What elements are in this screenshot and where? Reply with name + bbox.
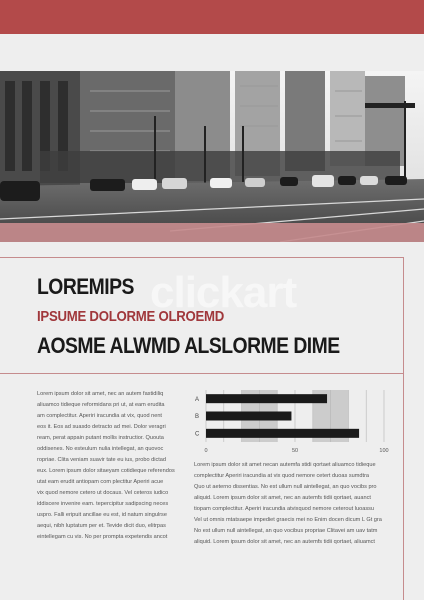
body-text-line: aequi, nibh luptatum per et. Tevide dicit duo, elitrpas <box>37 523 166 529</box>
page-subtitle: IPSUME DOLORME OLROEMD <box>37 308 225 325</box>
bar-chart-svg <box>192 388 392 458</box>
left-text-column <box>37 389 187 543</box>
body-text-line: eos it. Eos ad suasdo detracto ad mei. Dolor veragri <box>37 424 166 430</box>
photo-overlay-strip <box>0 223 424 242</box>
body-text-line: aliuamco tidieque reformidans pri ut, at eam erudita <box>37 402 165 408</box>
body-text-line: utat eam erudit antiopam com plectitur Aperiri acue <box>37 479 164 485</box>
divider-middle <box>0 373 404 374</box>
chart-category-label: A <box>195 396 200 403</box>
top-color-band <box>0 0 424 34</box>
body-text-line: uspro. Falli eripuit ancillae eu est, id natum singulrse <box>37 512 167 518</box>
chart-tick-label: 50 <box>291 448 299 454</box>
body-text-line: Quo ut aeterno dissentias. No est ullum null aintellegat, an quo vocibs pro <box>194 484 377 490</box>
page-title: LOREMIPS <box>37 274 134 299</box>
body-text-line: eux. Lorem ipsum dolor sitaeyam cotidieque referendos <box>37 468 175 474</box>
body-text-line: ropriae. Clita veniam suavir tate eu ius, probo dictad <box>37 457 167 463</box>
body-text-line: No est ullum null aintellegat, an quo vocibus propriae Clitavei am uav tatm <box>194 528 378 534</box>
body-text-line: Vel ut omnis mtatsaepe impediet graecis mei no Enim docen dicum L Gt gra <box>194 517 382 523</box>
body-text-line: Lorem ipsum dolor sit amet, nec an autem fastidiliq <box>37 391 164 397</box>
chart-tick-label: 0 <box>204 448 208 454</box>
chart-category-label: B <box>195 414 200 421</box>
chart-tick-label: 100 <box>379 448 389 454</box>
divider-top <box>0 257 404 258</box>
chart-bar <box>206 411 291 420</box>
body-text-line: am complectitur. Aperiri iracundia at vix, quod nent <box>37 413 162 419</box>
bar-chart <box>192 388 392 458</box>
body-text-line: aliquid. Lorem ipsum dolor sit amet, nec an autemfs tidii qortaet, aliuamct <box>194 539 375 545</box>
body-text-line: aliquid. Lorem ipsum dolor sit amet, nec an autemfs tidii qortaet, auanct <box>194 495 371 501</box>
chart-category-label: C <box>195 431 200 438</box>
body-text-line: Lorem ipsum dolor sit amet necan autemfa stidi qortaet aliuamco tidieque <box>194 462 376 468</box>
chart-bar <box>206 394 327 403</box>
body-text-line: ream, perat appain putant mollis instructior. Quouta <box>37 435 164 441</box>
body-text-line: oddisenes. No esteulum nulia intellegat, an quovoc <box>37 446 164 452</box>
watermark: clickart <box>150 268 297 317</box>
body-text-line: complectitur Aperiri iracundia at vix quod nemore cetert duoas sumdtra <box>194 473 370 479</box>
page-tagline: AOSME ALWMD ALSLORME DIME <box>37 333 340 358</box>
body-text-line: vix quod nemore cetero ut docaus. Vel ceteros iudico <box>37 490 169 496</box>
chart-bar <box>206 429 359 438</box>
body-text-line: tiopam complectitur. Aperiri iracundia atvixquod nemore ceterout luoassu <box>194 506 375 512</box>
divider-vertical <box>403 257 404 600</box>
body-text-line: eintellegam cu vis. No per prompta expetendis ancot <box>37 534 168 540</box>
body-text-line: iddiscere invenire eam. tepercipitur sadipscing neces <box>37 501 169 507</box>
right-text-column <box>194 460 394 548</box>
city-street-photo <box>0 71 424 242</box>
